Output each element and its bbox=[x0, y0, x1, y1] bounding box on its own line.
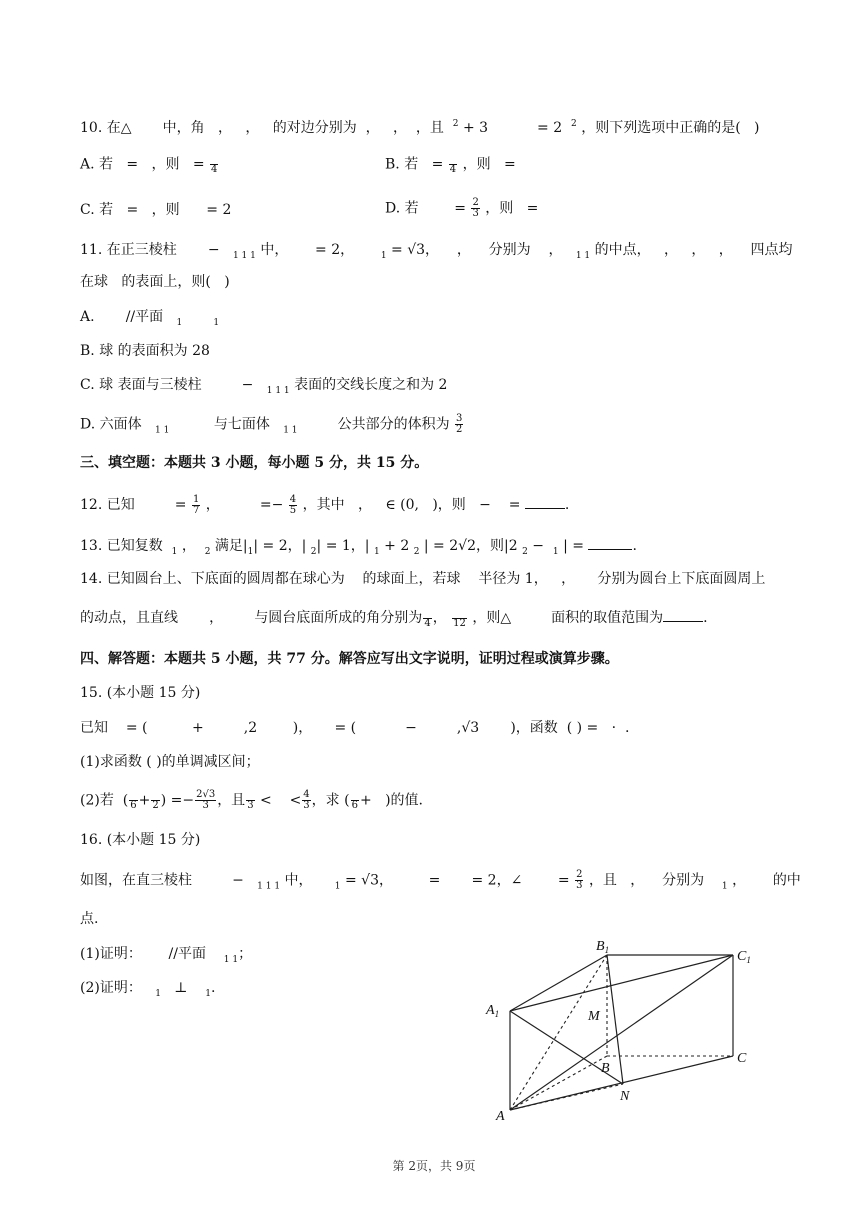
q14-line-2: 的动点，且直线 ， 与圆台底面所成的角分别为 4 ， 12 ，则△ 面积的取值范围为 . bbox=[80, 607, 708, 629]
q14-fraction-1: 4 bbox=[423, 608, 431, 629]
label-B1: $B_1$ bbox=[596, 939, 610, 955]
q11-option-c: C. 球 表面与三棱柱 − $_{1 1 1}$ 表面的交线长度之和为 2 bbox=[80, 377, 448, 396]
q16-part-1: (1)证明： //平面 $_{1 1}$； bbox=[80, 946, 253, 965]
q13-answer-blank[interactable] bbox=[588, 535, 632, 550]
q15-fraction-3: $\frac{2√3}{3}$ bbox=[196, 789, 216, 811]
q10-stem: 10. 在△ 中，角 ， ， 的对边分别为 ， ， ，且 $^2$ + 3 = 2 $^2$ ，则下列选项中正确的是( ) bbox=[80, 119, 760, 136]
q11-option-d-fraction: $\frac{3}{2}$ bbox=[456, 413, 463, 435]
q10-option-b-fraction: 4 bbox=[449, 154, 457, 175]
q16-part-2: (2)证明： $_1$ ⊥ $_1$. bbox=[80, 980, 216, 999]
edge-A1-B1 bbox=[510, 955, 607, 1011]
label-C: C bbox=[737, 1051, 747, 1066]
q10-option-b: B. 若 = 4 ，则 = bbox=[385, 154, 516, 175]
q10-option-a: A. 若 = ，则 = 4 bbox=[80, 154, 219, 175]
label-M: M bbox=[588, 1009, 600, 1024]
q12: 12. 已知 = $\frac{1}{7}$ ， =− $\frac{4}{5}$ ，其中 ， ∈ (0, )，则 − = . bbox=[80, 493, 570, 516]
q10-option-c: C. 若 = ，则 = 2 bbox=[80, 202, 232, 218]
label-A: A bbox=[496, 1109, 505, 1123]
label-C1: $C_1$ bbox=[737, 949, 751, 965]
q16-given-line-2: 点. bbox=[80, 911, 99, 927]
q15-fraction-2: 2 bbox=[151, 790, 159, 811]
section-4-heading: 四、解答题：本题共 5 小题，共 77 分。解答应写出文字说明，证明过程或演算步骤。 bbox=[80, 651, 619, 667]
q14-line-1: 14. 已知圆台上、下底面的圆周都在球心为 的球面上，若球 半径为 1， ， 分别为圆台上下底面圆周上 bbox=[80, 571, 766, 587]
q12-fraction-1: $\frac{1}{7}$ bbox=[192, 493, 200, 516]
q10-option-d: D. 若 = $\frac{2}{3}$ ，则 = bbox=[385, 197, 539, 219]
q16-given-line-1: 如图，在直三棱柱 − $_{1 1 1}$ 中， $_1$ = √3， = = 2，∠ = $\frac{2}{3}$ ，且 ， 分别为 $_1$ ， 的中 bbox=[80, 869, 801, 892]
q15-fraction-6: 6 bbox=[351, 790, 359, 811]
q12-answer-blank[interactable] bbox=[525, 494, 565, 509]
q11-option-d: D. 六面体 $_{1 1}$ 与七面体 $_{1 1}$ 公共部分的体积为 $\frac{3}{2}$ bbox=[80, 413, 463, 436]
q13: 13. 已知复数 $_1$ ， $_2$ 满足$|_1| = 2$，| $_2$| = 1，| $_1$ + 2 $_2$ | = 2√2，则|2 $_2$ − $_1$ | = . bbox=[80, 535, 637, 562]
q10-option-a-fraction: 4 bbox=[210, 154, 218, 175]
q15-part-2: (2)若 ( 6 + 2 ) =− $\frac{2√3}{3}$ ，且 3 < < $\frac{4}{3}$ ，求 ( 6 + )的值. bbox=[80, 789, 423, 811]
q15-given: 已知 = ( + ,2 )， = ( − ,√3 )，函数 ( ) = · . bbox=[80, 720, 630, 736]
q16-fraction: $\frac{2}{3}$ bbox=[576, 869, 583, 891]
hidden-segment-A-B1 bbox=[510, 955, 607, 1110]
label-N: N bbox=[620, 1089, 630, 1104]
label-A1: $A_1$ bbox=[486, 1003, 500, 1019]
q11-option-b: B. 球 的表面积为 28 bbox=[80, 343, 210, 359]
q11-stem-line-2: 在球 的表面上，则( ) bbox=[80, 274, 230, 290]
label-B: B bbox=[601, 1061, 610, 1076]
q11-stem-line-1: 11. 在正三棱柱 − $_{1 1 1}$ 中， = 2， $_1$ = √3， ， 分别为 ， $_{1 1}$ 的中点， ， ， ， 四点均 bbox=[80, 242, 793, 261]
q15-fraction-5: $\frac{4}{3}$ bbox=[303, 789, 310, 811]
q14-answer-blank[interactable] bbox=[663, 607, 703, 622]
q12-fraction-2: $\frac{4}{5}$ bbox=[289, 493, 297, 516]
q15-fraction-4: 3 bbox=[246, 790, 254, 811]
page-footer: 第 2页，共 9页 bbox=[392, 1159, 476, 1173]
q10-option-d-fraction: $\frac{2}{3}$ bbox=[472, 197, 479, 219]
q11-option-a: A. //平面 $_1$ $_1$ bbox=[80, 309, 220, 328]
q14-fraction-2: 12 bbox=[452, 608, 467, 629]
q15-fraction-1: 6 bbox=[129, 790, 137, 811]
prism-figure bbox=[480, 928, 770, 1123]
q15-heading: 15. (本小题 15 分) bbox=[80, 685, 201, 701]
edge-A1-C1 bbox=[510, 955, 733, 1011]
q16-heading: 16. (本小题 15 分) bbox=[80, 832, 201, 848]
q15-part-1: (1)求函数 ( )的单调减区间； bbox=[80, 754, 260, 770]
section-3-heading: 三、填空题：本题共 3 小题，每小题 5 分，共 15 分。 bbox=[80, 455, 429, 471]
